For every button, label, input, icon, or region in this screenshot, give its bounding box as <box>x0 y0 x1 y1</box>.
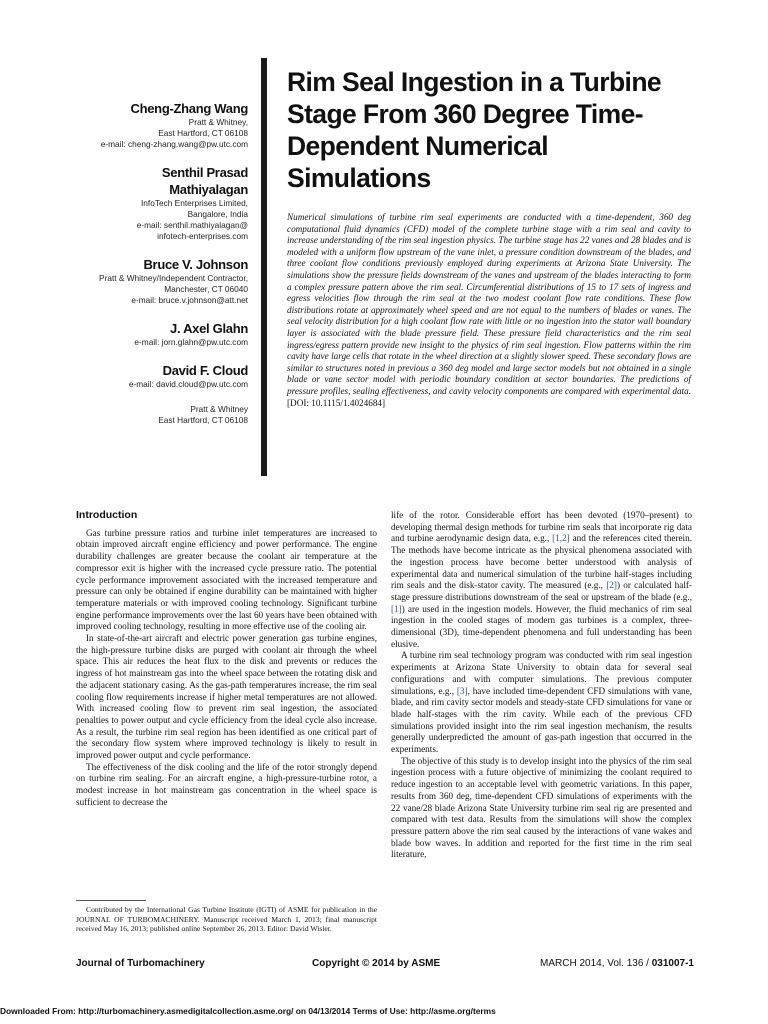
text-run: life of the rotor. Considerable effort has been devoted (1970–present) to developing thermal design methods for turbine rim seals that incorporate rig data and turbine aerodynamic design data, e.g., <box>391 510 692 544</box>
page-footer <box>76 958 694 974</box>
body-column-left <box>76 510 377 809</box>
footnote-rule <box>76 900 146 901</box>
author-affiliation: East Hartford, CT 06108 <box>158 128 248 138</box>
author-name: J. Axel Glahn <box>170 321 248 336</box>
author-name: Cheng-Zhang Wang <box>130 101 248 116</box>
citation-link[interactable]: [3] <box>456 685 468 696</box>
title-rule <box>261 58 267 476</box>
author-block <box>80 320 248 348</box>
body-column-right <box>391 510 692 861</box>
author-affiliation: Pratt & Whitney, <box>188 117 248 127</box>
abstract-text: Numerical simulations of turbine rim seal experiments are conducted with a time-dependent, 360 deg computational fluid dynamics (CFD) model of the complete turbine stage with a rim seal and cavity to increase understanding of the rim seal ingestion physics. The turbine stage has 22 vanes and 28 blades and is modeled with a uniform flow upstream of the vane inlet, a pressure condition downstream of the blades, and three coolant flow conditions previously employed during experiments at Arizona State University. The simulations show the pressure fields downstream of the vanes and upstream of the blades interacting to form a complex pressure pattern above the rim seal. Circumferential distributions of 15 to 17 sets of ingress and egress velocities flow through the rim seal at the two modest coolant flow rate conditions. These flow distributions rotate at approximately wheel speed and are not equal to the numbers of blades or vanes. The seal velocity distribution for a high coolant flow rate with little or no ingestion into the stator wall boundary layer is associated with the blade pressure field. These pressure field characteristics and the rim seal ingress/egress pattern provide new insight to the physics of rim seal ingestion. Flow patterns within the rim cavity have large cells that rotate in the wheel direction at a slightly slower speed. These secondary flows are similar to structures noted in previous a 360 deg model and large sector models but not obtained in a single blade or vane sector model with periodic boundary condition at sector boundaries. The predictions of pressure profiles, sealing effectiveness, and cavity velocity components are compared with experimental data. <box>287 212 691 396</box>
text-run: ) are used in the ingestion models. However, the fluid mechanics of rim seal ingestion in the cooled stages of modern gas turbines is a complex, three-dimensional (3D), time-dependent phenomena and full understanding has been elusive. <box>391 603 692 649</box>
text-run: ) or calculated half-stage pressure distributions downstream of the seal or upstream of the blade (e.g., <box>391 580 692 602</box>
citation-link[interactable]: [2] <box>606 580 617 591</box>
abstract <box>287 212 691 409</box>
citation-link[interactable]: [1,2] <box>552 533 570 544</box>
section-heading: Introduction <box>76 509 138 521</box>
article-number: 031007-1 <box>651 958 694 969</box>
text-run: , have included time-dependent CFD simulations with vane, blade, and rim cavity sector models and steady-state CFD simulations for vane or blade half-stages with the rim cavity. While each of the previous CFD simulations provided insight into the rim seal ingestion mechanism, the results generally underpredicted the amount of gas-path ingestion that occurred in the experiments. <box>391 685 692 755</box>
paragraph: The objective of this study is to develop insight into the physics of the rim seal ingestion process with a future objective of minimizing the coolant required to reduce ingestion to an acceptable level with geometric variations. In this paper, results from 360 deg, time-dependent CFD simulations of experiments with the 22 vane/28 blade Arizona State University turbine rim seal rig are presented and compared with test data. Results from the simulations will show the complex pressure pattern above the rim seal caused by the interactions of vane wakes and blade bow waves. In addition and reported for the first time in the rim seal literature, <box>391 755 692 860</box>
doi: [DOI: 10.1115/1.4024684] <box>287 397 386 408</box>
paper-title: Rim Seal Ingestion in a Turbine Stage From 360 Degree Time-Dependent Numerical Simulations <box>287 67 662 193</box>
author-email: e-mail: senthil.mathiyalagan@ <box>136 220 248 230</box>
author-block <box>80 256 248 306</box>
affiliation-line: East Hartford, CT 06108 <box>158 415 248 425</box>
author-affiliation: Bangalore, India <box>187 209 248 219</box>
citation-link[interactable]: [1] <box>391 603 402 614</box>
issue-info <box>540 958 694 969</box>
author-name: Bruce V. Johnson <box>143 257 248 272</box>
author-affiliation: Manchester, CT 06040 <box>164 284 248 294</box>
author-email: e-mail: bruce.v.johnson@att.net <box>131 295 248 305</box>
journal-name: Journal of Turbomachinery <box>76 958 205 969</box>
paragraph: In state-of-the-art aircraft and electric power generation gas turbine engines, the high-pressure turbine disks are purged with coolant air through the wheel space. This air reduces the heat flux to the disk and prevents or reduces the ingress of hot mainstream gas into the wheel space between the rotating disk and the adjacent stationary casing. As the gas-path temperatures increase, the rim seal cooling flow requirements increase if higher metal temperatures are not allowed. With increased cooling flow to prevent rim seal ingestion, the associated penalties to power output and cycle efficiency from the ideal cycle also increase. As a result, the turbine rim seal region has been identified as one critical part of the secondary flow system where improved technology is likely to result in improved power output and cycle performance. <box>76 633 377 761</box>
author-email: e-mail: david.cloud@pw.utc.com <box>128 379 248 389</box>
affiliation-block <box>80 404 248 426</box>
author-email: infotech-enterprises.com <box>157 231 248 241</box>
copyright: Copyright © 2014 by ASME <box>312 958 441 969</box>
author-list <box>80 100 248 440</box>
paragraph: The effectiveness of the disk cooling and the life of the rotor strongly depend on turbine rim sealing. For an aircraft engine, a high-pressure-turbine rotor, a modest increase in hot mainstream gas concentration in the wheel space is sufficient to decrease the <box>76 761 377 807</box>
author-block <box>80 164 248 242</box>
text-run: A turbine rim seal technology program was conducted with rim seal ingestion experiments at Arizona State University to obtain data for several seal configurations and with computer simulations. The previous computer simulations, e.g., <box>391 650 692 696</box>
paragraph <box>391 510 692 650</box>
paragraph: Gas turbine pressure ratios and turbine inlet temperatures are increased to obtain improved aircraft engine efficiency and power performance. The engine durability challenges are greater because the coolant air temperature at the compressor exit is higher with the increased cycle pressure ratio. The potential cycle performance improvement associated with the increased temperature and pressure can only be obtained if engine durability can be maintained with higher temperature materials or with improved cooling technology. Significant turbine engine performance improvements over the last 60 years have been obtained with improved cooling technology, resulting in more effective use of the cooling air. <box>76 527 377 632</box>
author-name: Senthil Prasad Mathiyalagan <box>161 165 248 197</box>
author-name: David F. Cloud <box>162 363 248 378</box>
text-run: and the references cited therein. The methods have become intricate as the physical phenomena associated with the ingestion process have become better understood with analysis of experimental data and numerical simulation of the turbine half-stages including rim seals and the disk-stator cavity. The measured (e.g., <box>391 533 692 591</box>
footnote: Contributed by the International Gas Turbine Institute (IGTI) of ASME for publication in the JOURNAL OF TURBOMACHINERY. Manuscript received March 1, 2013; final manuscript received May 16, 2013; published online September 26, 2013. Editor: David Wisler. <box>76 905 377 934</box>
author-affiliation: InfoTech Enterprises Limited, <box>141 198 248 208</box>
author-block <box>80 362 248 390</box>
issue-text: MARCH 2014, Vol. 136 / <box>540 958 649 969</box>
download-notice: Downloaded From: http://turbomachinery.asmedigitalcollection.asme.org/ on 04/13/2014 Terms of Use: http://asme.org/terms <box>0 1006 496 1016</box>
author-affiliation: Pratt & Whitney/Independent Contractor, <box>99 273 248 283</box>
author-email: e-mail: jorn.glahn@pw.utc.com <box>134 337 248 347</box>
author-email: e-mail: cheng-zhang.wang@pw.utc.com <box>100 139 248 149</box>
paragraph <box>391 650 692 755</box>
author-block <box>80 100 248 150</box>
affiliation-line: Pratt & Whitney <box>190 404 248 414</box>
